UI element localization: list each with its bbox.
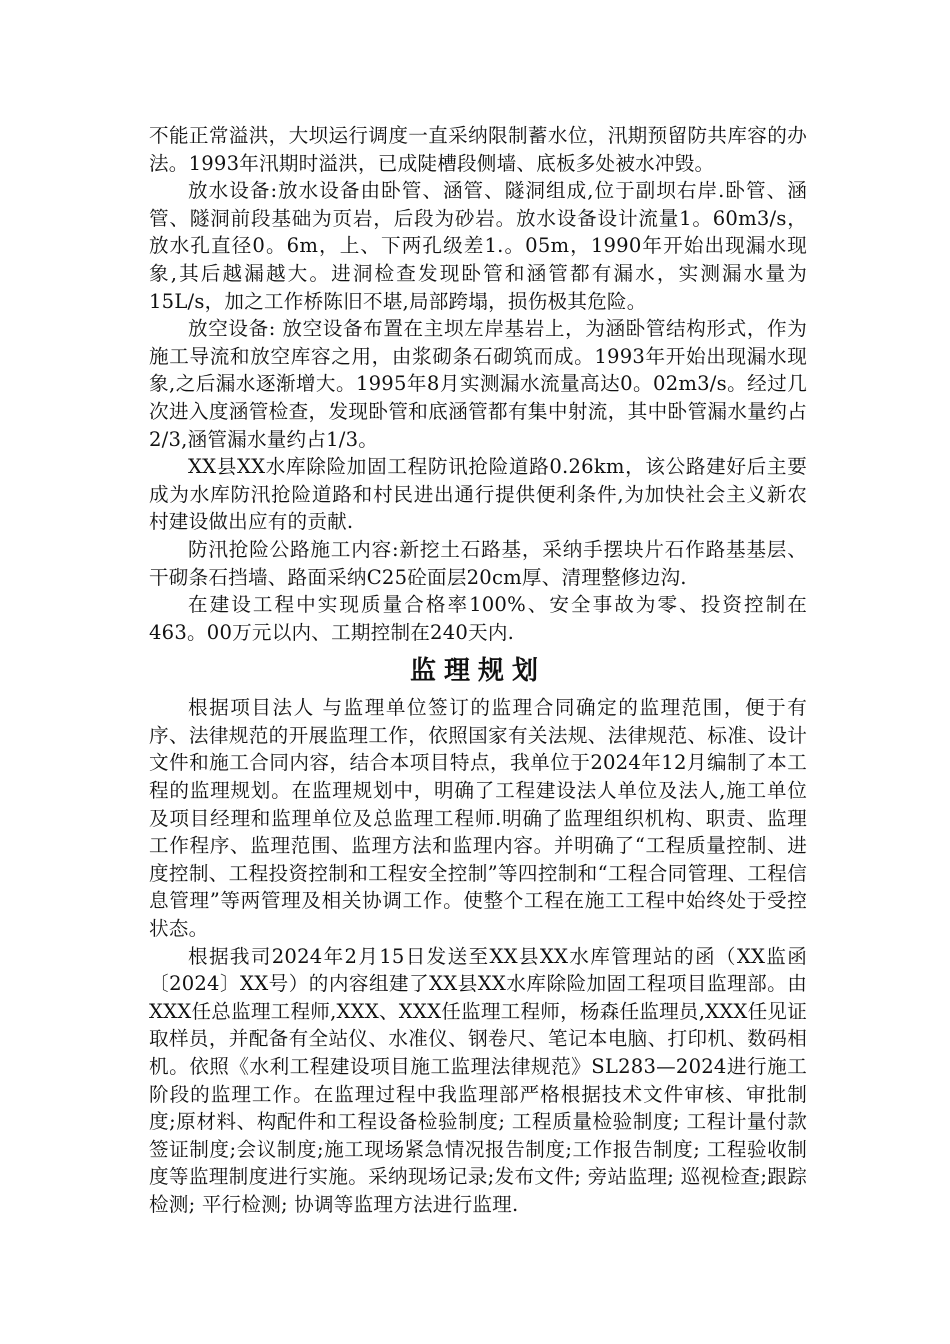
paragraph-supervision-team: 根据我司2024年2月15日发送至XX县XX水库管理站的函（XX监函〔2024〕XX号）的内容组建了XX县XX水库除险加固工程项目监理部。由XXX任总监理工程师,XXX、XXX任监理工程师，杨森任监理员,XXX任见证取样员，并配备有全站仪、水准仪、钢卷尺、笔记本电脑、打印机、数码相机。依照《水利工程建设项目施工监理法律规范》SL283—2024进行施工阶段的监理工作。在监理过程中我监理部严格根据技术文件审核、审批制度;原材料、构配件和工程设备检验制度; 工程质量检验制度; 工程计量付款签证制度;会议制度;施工现场紧急情况报告制度;工作报告制度; 工程验收制度等监理制度进行实施。采纳现场记录;发布文件; 旁站监理; 巡视检查;跟踪检测; 平行检测; 协调等监理方法进行监理. — [149, 944, 807, 1216]
paragraph-road-construction: 防汛抢险公路施工内容:新挖土石路基，采纳手摆块片石作路基基层、干砌条石挡墙、路面采纳C25砼面层20cm厚、清理整修边沟. — [149, 537, 807, 589]
section-heading: 监理规划 — [409, 656, 546, 687]
document-page — [149, 122, 807, 1219]
paragraph-targets: 在建设工程中实现质量合格率100%、安全事故为零、投资控制在463。00万元以内、工期控制在240天内. — [149, 593, 807, 644]
paragraph-outlet-facility: 放水设备:放水设备由卧管、涵管、隧洞组成,位于副坝右岸.卧管、涵管、隧洞前段基础为页岩，后段为砂岩。放水设备设计流量1。60m3/s，放水孔直径0。6m，上、下两孔级差1.。05m，1990年开始出现漏水现象,其后越漏越大。进洞检查发现卧管和涵管都有漏水，实测漏水量为15L/s，加之工作桥陈旧不堪,局部跨塌，损伤极其危险。 — [149, 179, 807, 313]
paragraph-flood-road: XX县XX水库除险加固工程防讯抢险道路0.26km，该公路建好后主要成为水库防汛抢险道路和村民进出通行提供便利条件,为加快社会主义新农村建设做出应有的贡献. — [149, 455, 807, 534]
paragraph-supervision-plan: 根据项目法人 与监理单位签订的监理合同确定的监理范围，便于有序、法律规范的开展监理工作，依照国家有关法规、法律规范、标准、设计文件和施工合同内容，结合本项目特点，我单位于2024年12月编制了本工程的监理规划。在监理规划中，明确了工程建设法人单位及法人,施工单位及项目经理和监理单位及总监理工程师.明确了监理组织机构、职责、监理工作程序、监理范围、监理方法和监理内容。并明确了“工程质量控制、进度控制、工程投资控制和工程安全控制”等四控制和“工程合同管理、工程信息管理”等两管理及相关协调工作。使整个工程在施工工程中始终处于受控状态。 — [149, 696, 807, 941]
paragraph-spillway-damage: 不能正常溢洪，大坝运行调度一直采纳限制蓄水位，汛期预留防共库容的办法。1993年汛期时溢洪，已成陡槽段侧墙、底板多处被水冲毁。 — [149, 124, 807, 175]
paragraph-emptying-facility: 放空设备: 放空设备布置在主坝左岸基岩上，为涵卧管结构形式，作为施工导流和放空库容之用，由浆砌条石砌筑而成。1993年开始出现漏水现象,之后漏水逐渐增大。1995年8月实测漏水流量高达0。02m3/s。经过几次进入度涵管检查，发现卧管和底涵管都有集中射流，其中卧管漏水量约占2/3,涵管漏水量约占1/3。 — [149, 317, 807, 451]
